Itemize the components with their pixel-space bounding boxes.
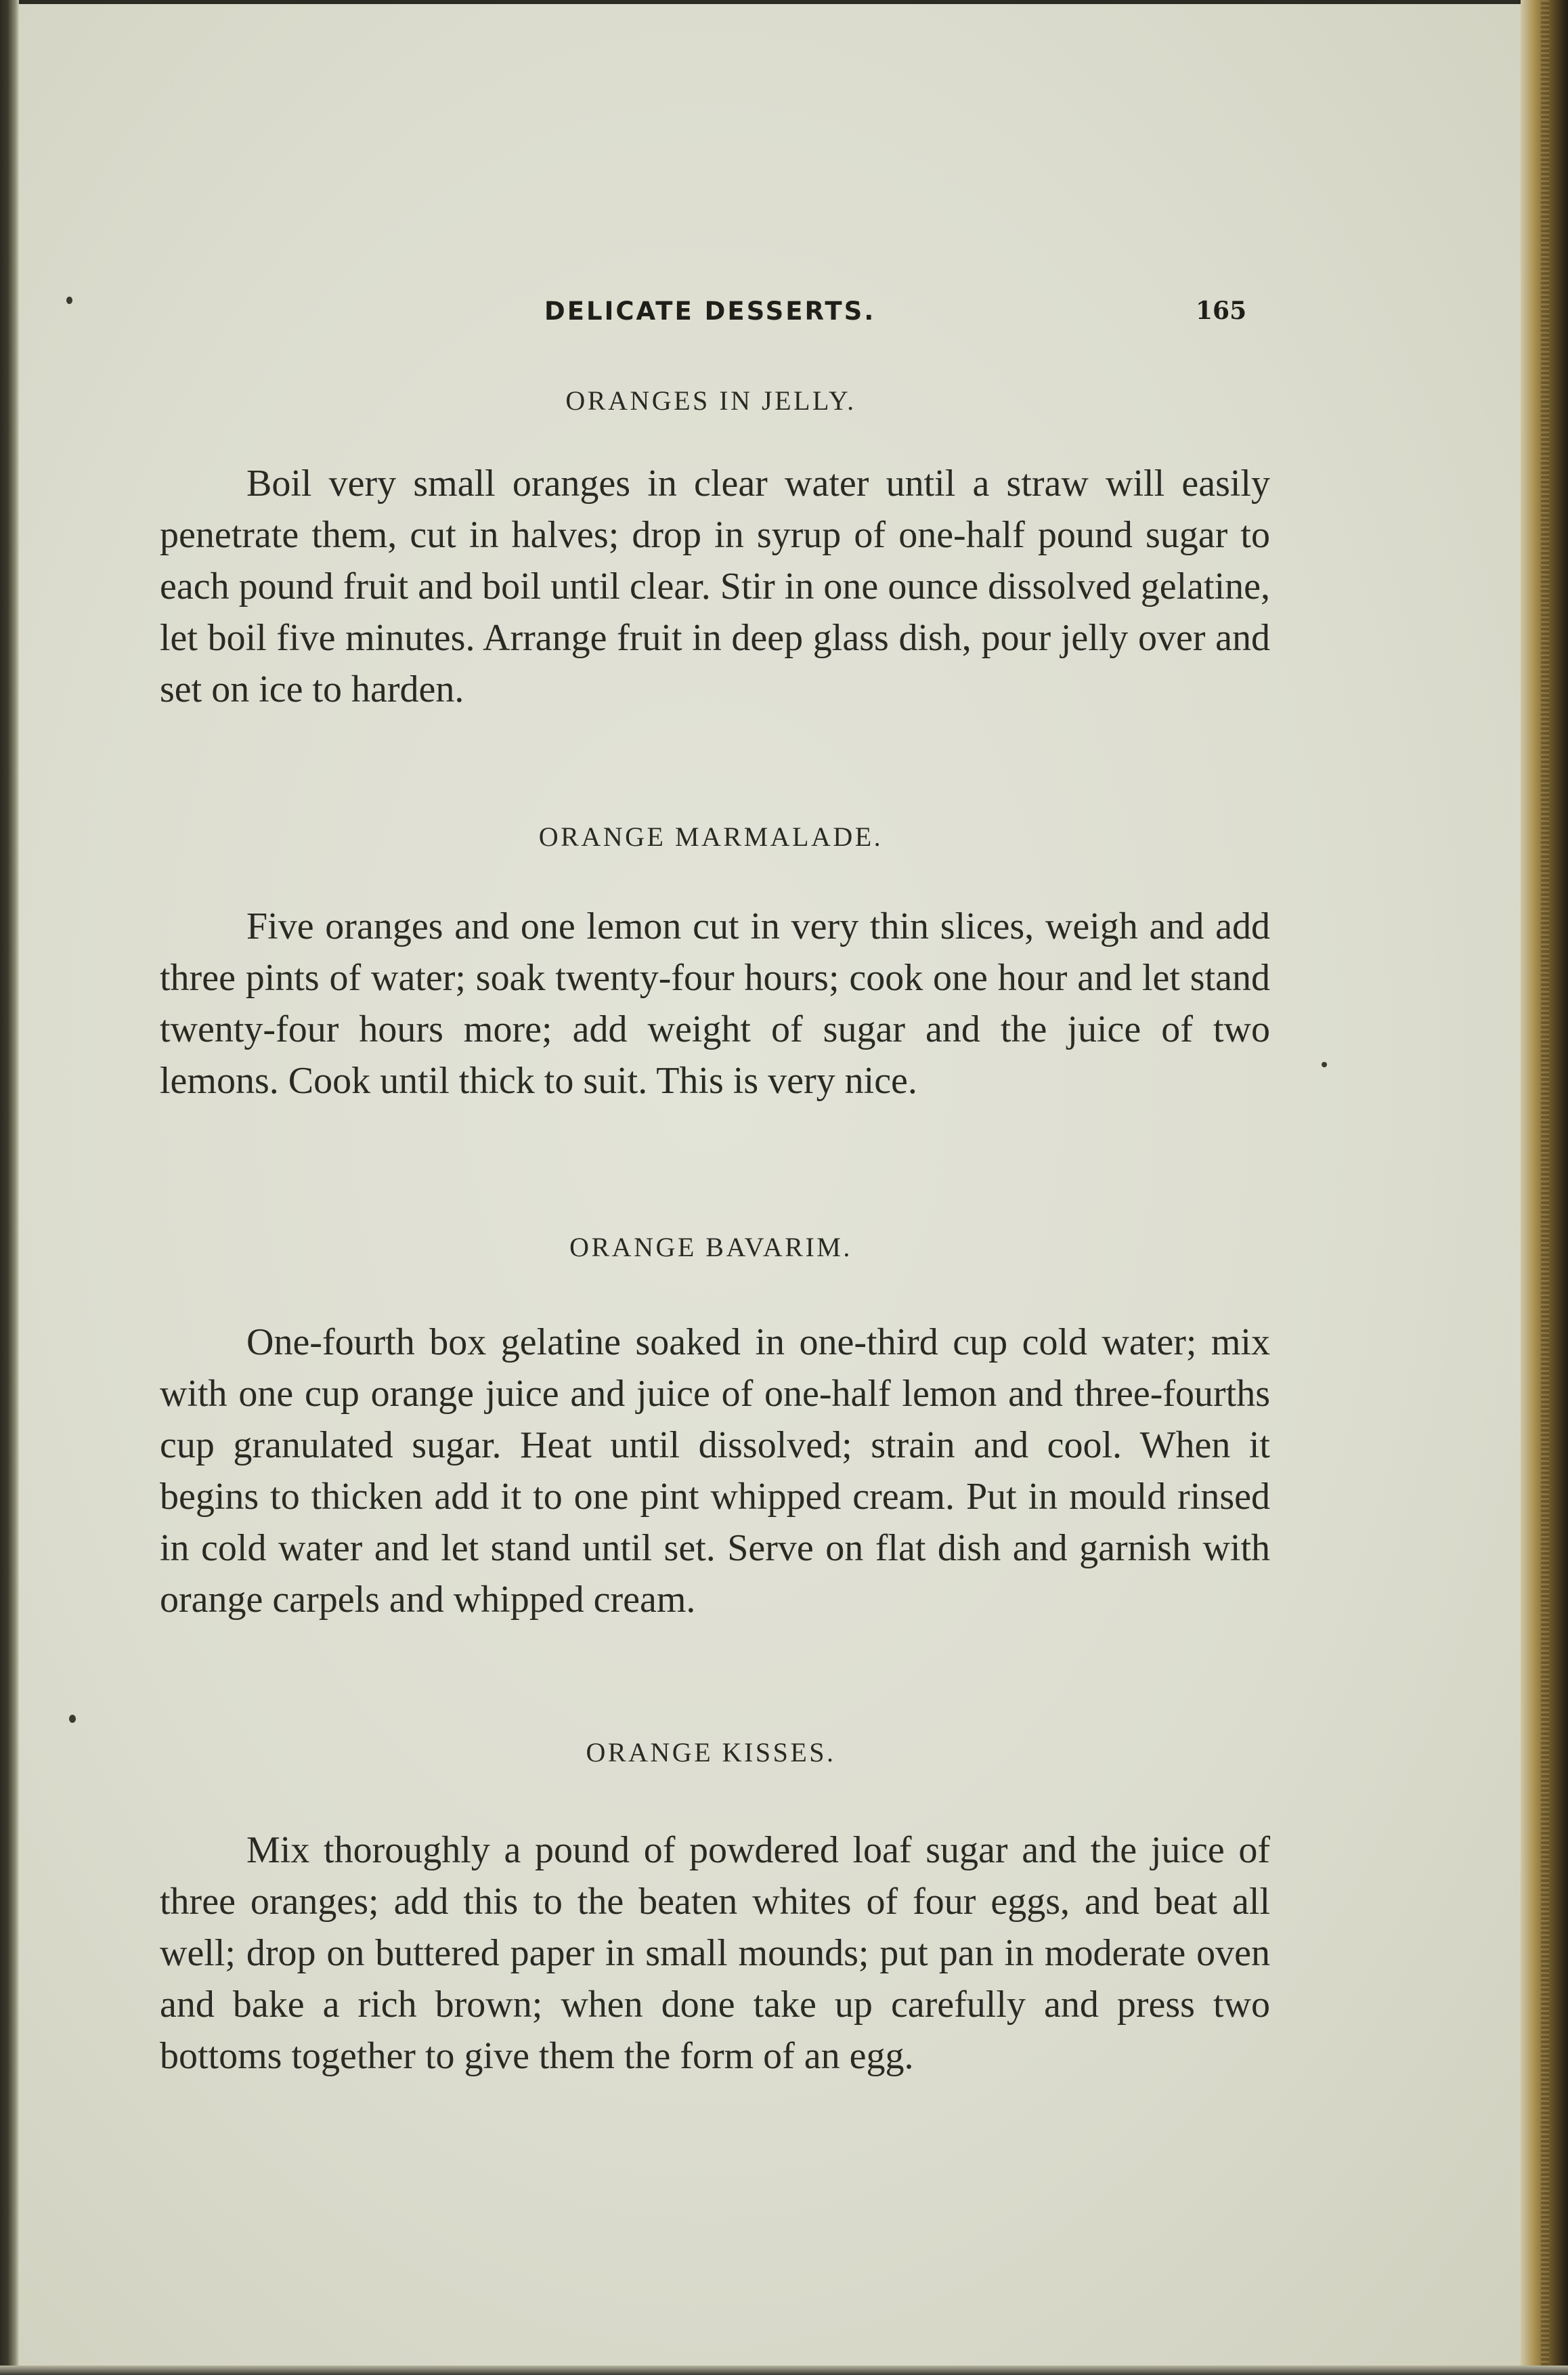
book-spine-shadow xyxy=(0,0,19,2375)
recipe-heading-orange-marmalade: ORANGE MARMALADE. xyxy=(538,821,884,852)
recipe-body-oranges-in-jelly: Boil very small oranges in clear water until a straw will easily penetrate them, cut in halves; drop in syrup of one-half pound sugar to each pound fruit and boil until clear. Stir in one ounce dissolved gelatine, let boil five minutes. Arrange fruit in deep glass dish, pour jelly over and set on ice to harden. xyxy=(160,463,1270,710)
running-head-title: DELICATE DESSERTS. xyxy=(544,297,876,326)
page-number: 165 xyxy=(1196,297,1247,325)
page-fore-edge-texture xyxy=(1541,0,1549,2375)
recipe-body-orange-bavarim: One-fourth box gelatine soaked in one-third cup cold water; mix with one cup orange juice and juice of one-half lemon and three-fourths cup granulated sugar. Heat until dissolved; strain and cool. When it begins to thicken add it to one pint whipped cream. Put in mould rinsed in cold water and let stand until set. Serve on flat dish and garnish with orange carpels and whipped cream. xyxy=(160,1321,1270,1621)
ink-speck xyxy=(69,1715,76,1723)
page-bottom-edge xyxy=(0,2366,1568,2375)
recipe-heading-orange-bavarim: ORANGE BAVARIM. xyxy=(569,1232,852,1262)
recipe-body-orange-marmalade: Five oranges and one lemon cut in very thin slices, weigh and add three pints of water; soak twenty-four hours; cook one hour and let stand twenty-four hours more; add weight of sugar and the juice of two lemons. Cook until thick to suit. This is very nice. xyxy=(160,905,1270,1102)
running-head xyxy=(0,297,1568,337)
page-top-edge xyxy=(0,0,1568,4)
recipe-heading-oranges-in-jelly: ORANGES IN JELLY. xyxy=(565,385,856,416)
recipe-heading-orange-kisses: ORANGE KISSES. xyxy=(586,1737,836,1768)
ink-speck xyxy=(1322,1062,1327,1067)
recipe-body-orange-kisses: Mix thoroughly a pound of powdered loaf sugar and the juice of three oranges; add this to the beaten whites of four eggs, and beat all well; drop on buttered paper in small mounds; put pan in moderate oven and bake a rich brown; when done take up carefully and press two bottoms together to give them the form of an egg. xyxy=(160,1829,1270,2077)
